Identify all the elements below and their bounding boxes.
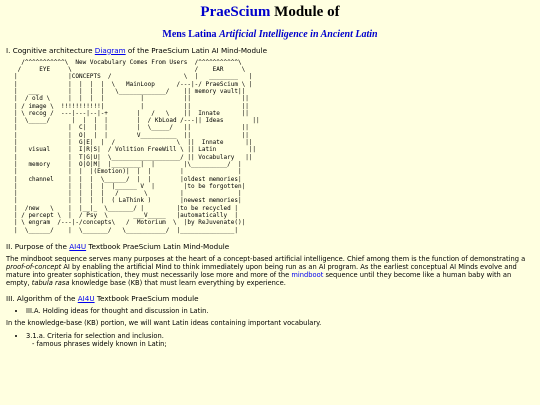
algorithm-list — [6, 307, 534, 315]
purpose-text-1: The mindboot sequence serves many purposes at the heart of a concept-based artificial intelligence. Chief among them is the function of demonstrating a — [6, 255, 526, 264]
criteria-title: 3.1.a. Criteria for selection and inclusion. — [26, 332, 164, 341]
section-1-prefix: I. Cognitive architecture — [6, 45, 95, 55]
section-3-prefix: III. Algorithm of the — [6, 294, 78, 304]
criteria-list — [6, 332, 534, 348]
page-subtitle — [6, 29, 534, 41]
subtitle-italic: Artificial Intelligence in Ancient Latin — [219, 29, 378, 40]
list-item: • III.A. Holding ideas for thought and discussion in Latin. — [26, 307, 534, 315]
purpose-italic-2: tabula rasa — [31, 279, 70, 288]
section-1-heading — [6, 47, 534, 55]
ai4u-link-2[interactable]: AI4U — [77, 294, 95, 304]
criteria-sub: - famous phrases widely known in Latin; — [32, 340, 167, 349]
purpose-text-3: sequence until they become like a human baby with an empty, — [6, 271, 512, 288]
diagram-link[interactable]: Diagram — [94, 45, 126, 55]
purpose-text-2: AI by enabling the artificial Mind to think immediately upon being run as an AI program. As the earliest conceptual AI Minds evolve and mature into greater sophistication, they must necessarily lose more and more of the — [6, 263, 517, 280]
section-2-heading — [6, 243, 534, 251]
section-3-heading — [6, 295, 534, 303]
section-3-suffix: Textbook PraeScium module — [94, 294, 199, 304]
ascii-architecture-diagram: /^^^^^^^^^^^\ New Vocabulary Comes From Users /^^^^^^^^^^^\ / EYE \ / EAR \ | |CONCEPTS / \ | ________ | | | | | | \ MainLoop /---|-/ PraeScium \ | | ___ | | | | \_____________/ || memory vault|| | / old \ | | | | | || || | / image \ !!!!!!!!!!!| | || || | \ recog / ---|---|--|-+ | / \ || Innate || | \_____/ | | | | | / KbLoad /---|| Ideas || | | C| | | | \_____/ || || | | O| | | V__________ || || | | G|E| | / \ || Innate || | visual | I|R|S| / Volition FreeWill \ || Latin || | | T|G|U| \___________________/ || Vocabulary || | memory | O|O|M| |________| | |\__________/ | | | | |(Emotion)| | | | | | channel | | | \______/ | | |oldest memories| | | | | | |______ V | |to be forgotten| | | | | | / \ | | | | | | | ( LaThink ) |newest memories| | /new \ | |__|_ \_______/ | |to be recycled | | / percept \ | / Psy \ ___V_____ |automatically | | \ engram /---|-/concepts\ / Motorium \ |by ReJuvenate()| | \______/ | \_______/ \___________/ |_______________| — [14, 58, 260, 234]
section-2-suffix: Textbook PraeScium Latin Mind-Module — [86, 241, 230, 251]
subtitle-plain: Mens Latina — [162, 29, 220, 40]
purpose-paragraph — [6, 255, 534, 287]
kb-paragraph: In the knowledge-base (KB) portion, we will want Latin ideas containing important vocabulary. — [6, 319, 322, 328]
brand-name: PraeScium — [200, 4, 271, 20]
section-2-prefix: II. Purpose of the — [6, 241, 70, 251]
purpose-text-4: knowledge base (KB) that must learn everything by experience. — [69, 279, 286, 288]
purpose-italic-1: proof-of-concept — [6, 263, 62, 272]
list-item — [26, 332, 534, 348]
mindboot-link[interactable]: mindboot — [291, 271, 324, 280]
section-1-suffix: of the PraeScium Latin AI Mind-Module — [125, 45, 267, 55]
title-rest: Module of — [270, 4, 340, 20]
ai4u-link-1[interactable]: AI4U — [69, 241, 87, 251]
page-title — [6, 4, 534, 21]
